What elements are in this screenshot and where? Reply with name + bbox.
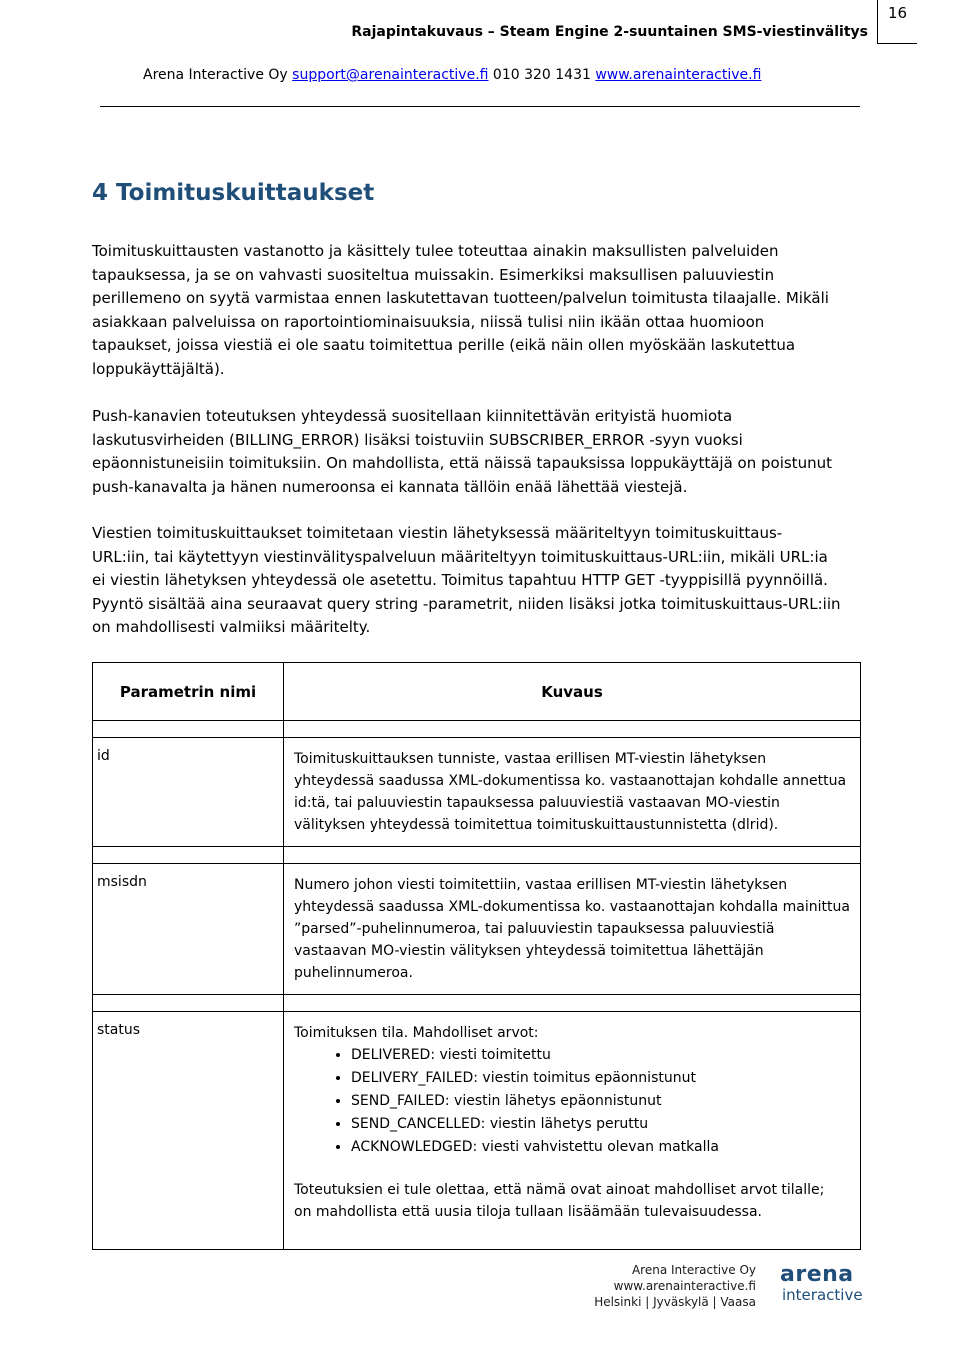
status-intro: Toimituksen tila. Mahdolliset arvot:	[294, 1025, 539, 1041]
header-contact-line	[143, 67, 761, 83]
param-desc-id: Toimituskuittauksen tunniste, vastaa erillisen MT-viestin lähetyksen yhteydessä saadussa XML-dokumentissa ko. vastaanottajan kohdalle annettua id:tä, tai paluuviestin tapauksessa paluuviestiä vastaavan MO-viestin välityksen yhteydessä toimitettua toimituskuittaustunnistetta (dlrid).	[284, 738, 861, 847]
parameters-table	[92, 662, 861, 1250]
arena-interactive-logo	[780, 1264, 862, 1306]
table-row	[93, 1012, 861, 1250]
paragraph-push: Push-kanavien toteutuksen yhteydessä suositellaan kiinnitettävän erityistä huomiota laskutusvirheiden (BILLING_ERROR) lisäksi toistuviin SUBSCRIBER_ERROR -syyn vuoksi epäonnistuneisiin toimituksiin. On mahdollista, että näissä tapauksissa loppukäyttäjä on poistunut push-kanavalta ja hänen numeroonsa ei kannata tällöin enää lähettää viestejä.	[92, 407, 832, 496]
table-spacer	[93, 995, 861, 1012]
param-name-id: id	[93, 738, 284, 847]
support-email-link[interactable]: support@arenainteractive.fi	[292, 67, 489, 83]
column-header-name: Parametrin nimi	[93, 663, 284, 721]
website-link[interactable]: www.arenainteractive.fi	[595, 67, 762, 83]
footer-company: Arena Interactive Oy	[631, 1263, 756, 1277]
page-number: 16	[877, 0, 917, 44]
paragraph-delivery: Viestien toimituskuittaukset toimitetaan viestin lähetyksessä määriteltyyn toimituskuittaus- URL:iin, tai käytettyyn viestinvälityspalveluun määriteltyyn toimituskuittaus-URL:iin, mikäli URL:ia ei viestin lähetyksen yhteydessä ole asetettu. Toimitus tapahtuu HTTP GET -tyyppisillä pyynnöillä. Pyyntö sisältää aina seuraavat query string -parametrit, niiden lisäksi jotka toimituskuittaus-URL:iin on mahdollisesti valmiiksi määritelty.	[92, 524, 841, 636]
table-header-row	[93, 663, 861, 721]
logo-word-interactive: interactive	[782, 1286, 863, 1304]
table-row	[93, 738, 861, 847]
list-item: • DELIVERY_FAILED: viestin toimitus epäonnistunut	[351, 1067, 850, 1090]
list-item: • SEND_CANCELLED: viestin lähetys peruttu	[351, 1113, 850, 1136]
logo-word-arena: arena	[780, 1262, 854, 1287]
section-heading: 4 Toimituskuittaukset	[92, 180, 375, 206]
header-company: Arena Interactive Oy	[143, 67, 288, 83]
footer-locations: Helsinki | Jyväskylä | Vaasa	[594, 1295, 756, 1309]
header-phone: 010 320 1431	[492, 67, 591, 83]
table-row	[93, 864, 861, 995]
status-note: Toteutuksien ei tule olettaa, että nämä ovat ainoat mahdolliset arvot tilalle; on mahdollista että uusia tiloja tullaan lisäämään tulevaisuudessa.	[294, 1182, 825, 1220]
status-values-list	[294, 1044, 850, 1159]
param-desc-status	[284, 1012, 861, 1250]
header-divider	[100, 106, 860, 107]
document-title: Rajapintakuvaus – Steam Engine 2-suuntainen SMS-viestinvälitys	[351, 24, 868, 40]
list-item: • ACKNOWLEDGED: viesti vahvistettu olevan matkalla	[351, 1136, 850, 1159]
param-desc-msisdn: Numero johon viesti toimitettiin, vastaa erillisen MT-viestin lähetyksen yhteydessä saadussa XML-dokumentissa ko. vastaanottajan kohdalla mainittua ”parsed”-puhelinnumeroa, tai paluuviestin tapauksessa paluuviestiä vastaavan MO-viestin välityksen yhteydessä toimitettua lähettäjän puhelinnumeroa.	[284, 864, 861, 995]
param-name-msisdn: msisdn	[93, 864, 284, 995]
table-spacer	[93, 847, 861, 864]
footer-website: www.arenainteractive.fi	[613, 1279, 756, 1293]
paragraph-intro: Toimituskuittausten vastanotto ja käsittely tulee toteuttaa ainakin maksullisten palveluiden tapauksessa, ja se on vahvasti suositeltua muissakin. Esimerkiksi maksullisen paluuviestin perillemeno on syytä varmistaa ennen laskutettavan tuotteen/palvelun toimitusta tilaajalle. Mikäli asiakkaan palveluissa on raportointiominaisuuksia, niissä tulisi niin ikään ottaa huomioon tapaukset, joissa viestiä ei ole saatu toimitettua perille (eikä näin ollen myöskään laskutettua loppukäyttäjältä).	[92, 242, 829, 378]
list-item: • DELIVERED: viesti toimitettu	[351, 1044, 850, 1067]
column-header-description: Kuvaus	[284, 663, 861, 721]
footer-contact	[590, 1262, 756, 1310]
table-spacer	[93, 721, 861, 738]
param-name-status: status	[93, 1012, 284, 1250]
list-item: • SEND_FAILED: viestin lähetys epäonnistunut	[351, 1090, 850, 1113]
